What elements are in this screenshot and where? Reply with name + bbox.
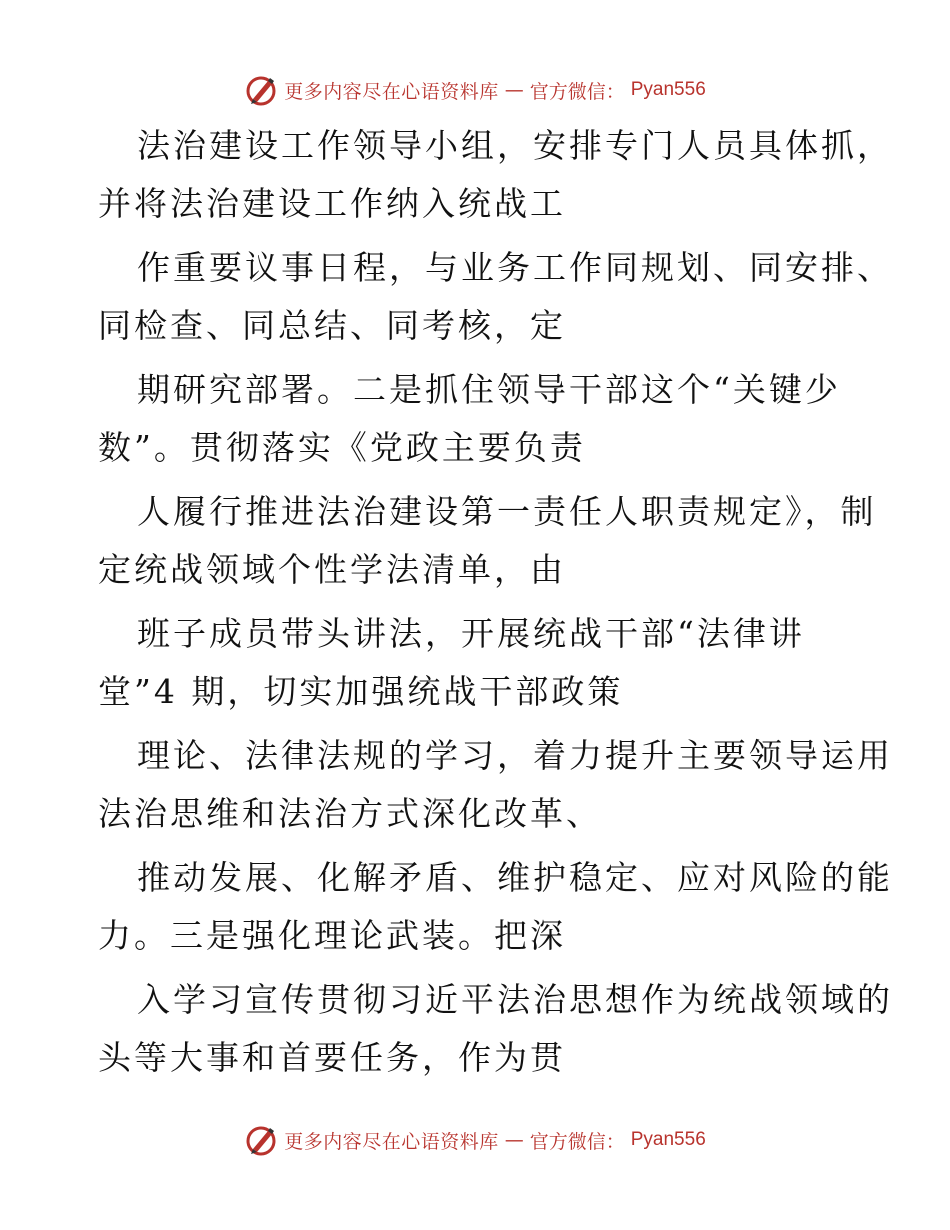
watermark-contact-label: 官方微信： <box>529 80 625 103</box>
text-line: 理论、法律法规的学习，着力提升主要领导运用 <box>137 736 893 775</box>
header-watermark <box>0 70 950 110</box>
watermark-contact-id: Pyan556 <box>630 1129 706 1150</box>
watermark-contact-id: Pyan556 <box>630 79 706 100</box>
text-line: 推动发展、化解矛盾、维护稳定、应对风险的能 <box>137 858 893 897</box>
watermark-separator: — <box>504 79 524 101</box>
text-line: 同检查、同总结、同考核，定 <box>98 306 566 345</box>
text-line: 并将法治建设工作纳入统战工 <box>98 184 566 223</box>
text-line: 堂”4 期，切实加强统战干部政策 <box>98 672 624 711</box>
text-line: 力。三是强化理论武装。把深 <box>98 916 566 955</box>
watermark-contact-label: 官方微信： <box>529 1130 625 1153</box>
text-line: 期研究部署。二是抓住领导干部这个“关键少 <box>137 370 841 409</box>
watermark-separator: — <box>504 1129 524 1151</box>
text-line: 入学习宣传贯彻习近平法治思想作为统战领域的 <box>137 980 893 1019</box>
text-line: 头等大事和首要任务，作为贯 <box>98 1038 566 1077</box>
watermark-text: 更多内容尽在心语资料库 <box>284 1130 499 1153</box>
text-line: 定统战领域个性学法清单，由 <box>98 550 566 589</box>
text-line: 作重要议事日程，与业务工作同规划、同安排、 <box>137 248 893 287</box>
text-line: 人履行推进法治建设第一责任人职责规定》，制 <box>137 492 877 531</box>
pen-logo-icon <box>244 73 278 107</box>
text-line: 法治思维和法治方式深化改革、 <box>98 794 602 833</box>
text-line: 班子成员带头讲法，开展统战干部“法律讲 <box>137 614 805 653</box>
text-line: 法治建设工作领导小组，安排专门人员具体抓， <box>137 126 893 165</box>
pen-logo-icon <box>244 1123 278 1157</box>
footer-watermark <box>0 1120 950 1160</box>
text-line: 数”。贯彻落实《党政主要负责 <box>98 428 586 467</box>
watermark-text: 更多内容尽在心语资料库 <box>284 80 499 103</box>
